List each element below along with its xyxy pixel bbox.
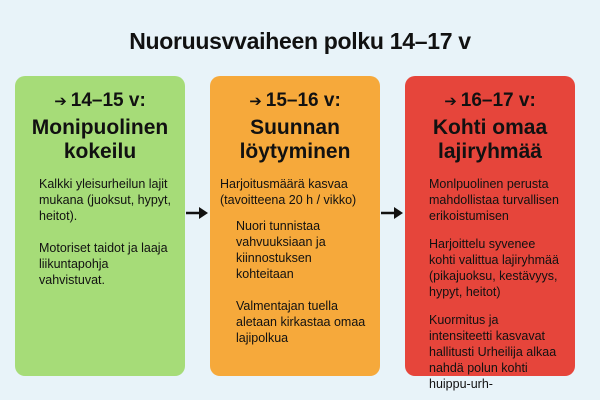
stage-heading [25, 116, 175, 164]
diagram-title: Nuoruusvvaiheen polku 14–17 v [129, 28, 471, 54]
stage-heading [220, 116, 370, 164]
stage-description: Valmentajan tuella aletaan kirkastaa omaa lajipolkua [236, 299, 366, 345]
stage-age-label [415, 90, 565, 112]
stage-description: Monlpuolinen perusta mahdollistaa turvallisen erikoistumisen [429, 177, 559, 223]
stage-description: Nuori tunnistaa vahvuuksiaan ja kiinnostuksen kohteitaan [236, 219, 326, 281]
stage-heading-line: Kohti omaa [432, 116, 548, 139]
stage-heading-line: kokeilu [63, 140, 137, 163]
stage-card-16-17 [405, 76, 575, 391]
connector-arrow-icon [186, 207, 208, 219]
stage-card-15-16 [210, 76, 380, 376]
arrow-right-icon: ➔ [249, 93, 262, 110]
age-text: 15–16 v: [265, 90, 341, 111]
age-text: 14–15 v: [70, 90, 146, 111]
stage-heading-line: lajiryhmää [438, 140, 542, 163]
stage-heading-line: löytyminen [239, 140, 351, 163]
stage-description: Harjoittelu syvenee kohti valittua lajiryhmää (pikajuoksu, kestävyys, hypyt, heitot) [429, 237, 559, 299]
stage-description: Harjoitusmäärä kasvaa (tavoitteena 20 h / vikko) [220, 177, 357, 207]
arrow-right-icon: ➔ [54, 93, 67, 110]
stage-age-label [220, 90, 370, 112]
stage-card-14-15 [15, 76, 185, 376]
stage-age-label [25, 90, 175, 112]
stage-heading-line: Suunnan [250, 116, 340, 139]
stage-description: Kalkki yleisurheilun lajit mukana (juoksut, hypyt, heitot). [39, 177, 172, 223]
connector-arrow-icon [381, 207, 403, 219]
stage-description: Kuormitus ja intensiteetti kasvavat hallitusti Urheilija alkaa nahdä polun kohti huippu-urh- [429, 313, 557, 391]
stage-heading [415, 116, 565, 164]
arrow-right-icon: ➔ [444, 93, 457, 110]
age-text: 16–17 v: [460, 90, 536, 111]
stage-description: Motoriset taidot ja laaja liikuntapohja vahvistuvat. [39, 241, 168, 287]
stage-heading-line: Monipuolinen [31, 116, 169, 139]
